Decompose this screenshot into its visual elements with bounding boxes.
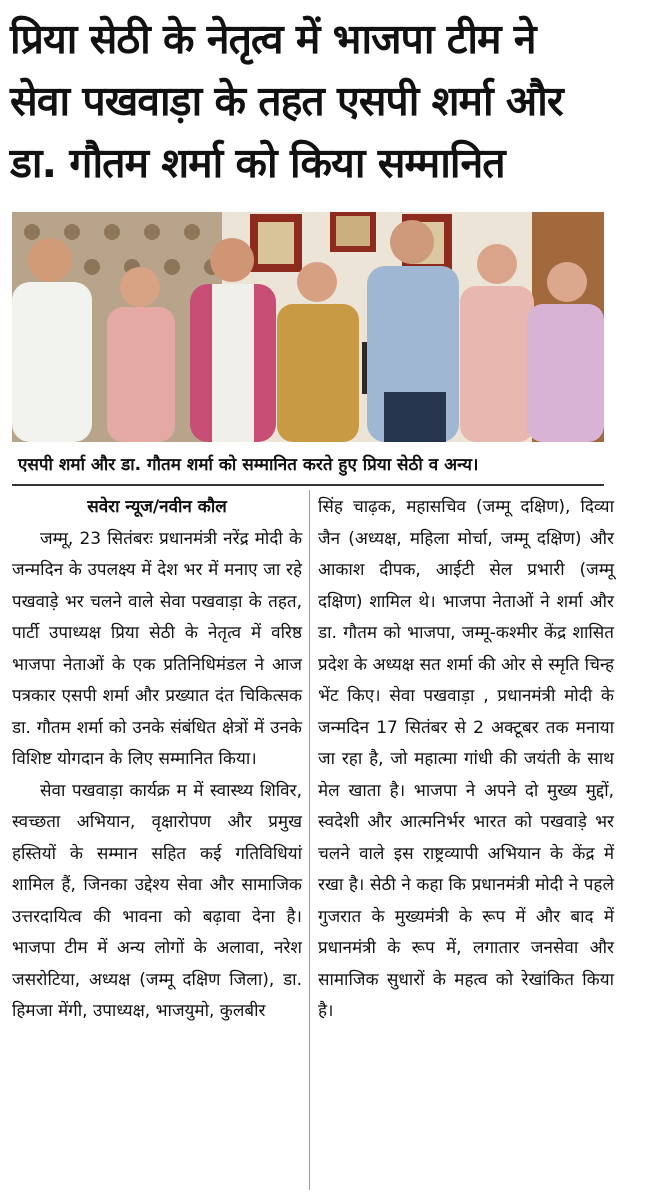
paragraph: जम्मू, 23 सितंबरः प्रधानमंत्री नरेंद्र मोदी के जन्मदिन के उपलक्ष्य में देश भर में मनाए जा रहे पखवाड़े भर चलने वाले सेवा पखवाड़ा के तहत, पार्टी उपाध्यक्ष प्रिया सेठी के नेतृत्व में वरिष्ठ भाजपा नेताओं के एक प्रतिनिधिमंडल ने आज पत्रकार एसपी शर्मा और प्रख्यात दंत चिकित्सक डा. गौतम शर्मा को उनके संबंधित क्षेत्रों में उनके विशिष्ट योगदान के लिए सम्मानित किया। <box>12 528 302 769</box>
group-photo-illustration <box>12 212 604 442</box>
article-column-right <box>318 492 614 1028</box>
paragraph: सिंह चाढ़क, महासचिव (जम्मू दक्षिण), दिव्या जैन (अध्यक्ष, महिला मोर्चा, जम्मू दक्षिण) और आकाश दीपक, आईटी सेल प्रभारी (जम्मू दक्षिण) शामिल थे। भाजपा नेताओं ने शर्मा और डा. गौतम को भाजपा, जम्मू-कश्मीर केंद्र शासित प्रदेश के अध्यक्ष सत शर्मा की ओर से स्मृति चिन्ह भेंट किए। सेवा पखवाड़ा , प्रधानमंत्री मोदी के जन्मदिन 17 सितंबर से 2 अक्टूबर तक मनाया जा रहा है, जो महात्मा गांधी की जयंती के साथ मेल खाता है। भाजपा ने अपने दो मुख्य मुद्दों, स्वदेशी और आत्मनिर्भर भारत को पखवाड़े भर चलने वाले इस राष्ट्रव्यापी अभियान के केंद्र में रखा है। सेठी ने कहा कि प्रधानमंत्री मोदी ने पहले गुजरात के मुख्यमंत्री के रूप में और बाद में प्रधानमंत्री के रूप में, लगातार जनसेवा और सामाजिक सुधारों के महत्व को रेखांकित किया है। <box>318 497 614 1021</box>
photo-caption-text: एसपी शर्मा और डा. गौतम शर्मा को सम्मानित करते हुए प्रिया सेठी व अन्य। <box>18 455 479 475</box>
column-divider <box>309 490 310 1190</box>
photo-caption <box>12 442 604 486</box>
article-column-left <box>12 492 302 1028</box>
headline-line-3: डा. गौतम शर्मा को किया सम्मानित <box>10 139 505 187</box>
headline-line-2: सेवा पखवाड़ा के तहत एसपी शर्मा और <box>10 77 563 125</box>
headline <box>10 8 637 194</box>
news-photo <box>12 212 604 442</box>
headline-line-1: प्रिया सेठी के नेतृत्व में भाजपा टीम ने <box>10 15 536 63</box>
paragraph: सेवा पखवाड़ा कार्यक्र म में स्वास्थ्य शिविर, स्वच्छता अभियान, वृक्षारोपण और प्रमुख हस्तियों के सम्मान सहित कई गतिविधियां शामिल हैं, जिनका उद्देश्य सेवा और सामाजिक उत्तरदायित्व की भावना को बढ़ावा देना है। भाजपा टीम में अन्य लोगों के अलावा, नरेश जसरोटिया, अध्यक्ष (जम्मू दक्षिण जिला), डा. हिमजा मेंगी, उपाध्यक्ष, भाजयुमो, कुलबीर <box>12 780 302 1021</box>
byline: सवेरा न्यूज/नवीन कौल <box>87 497 227 517</box>
